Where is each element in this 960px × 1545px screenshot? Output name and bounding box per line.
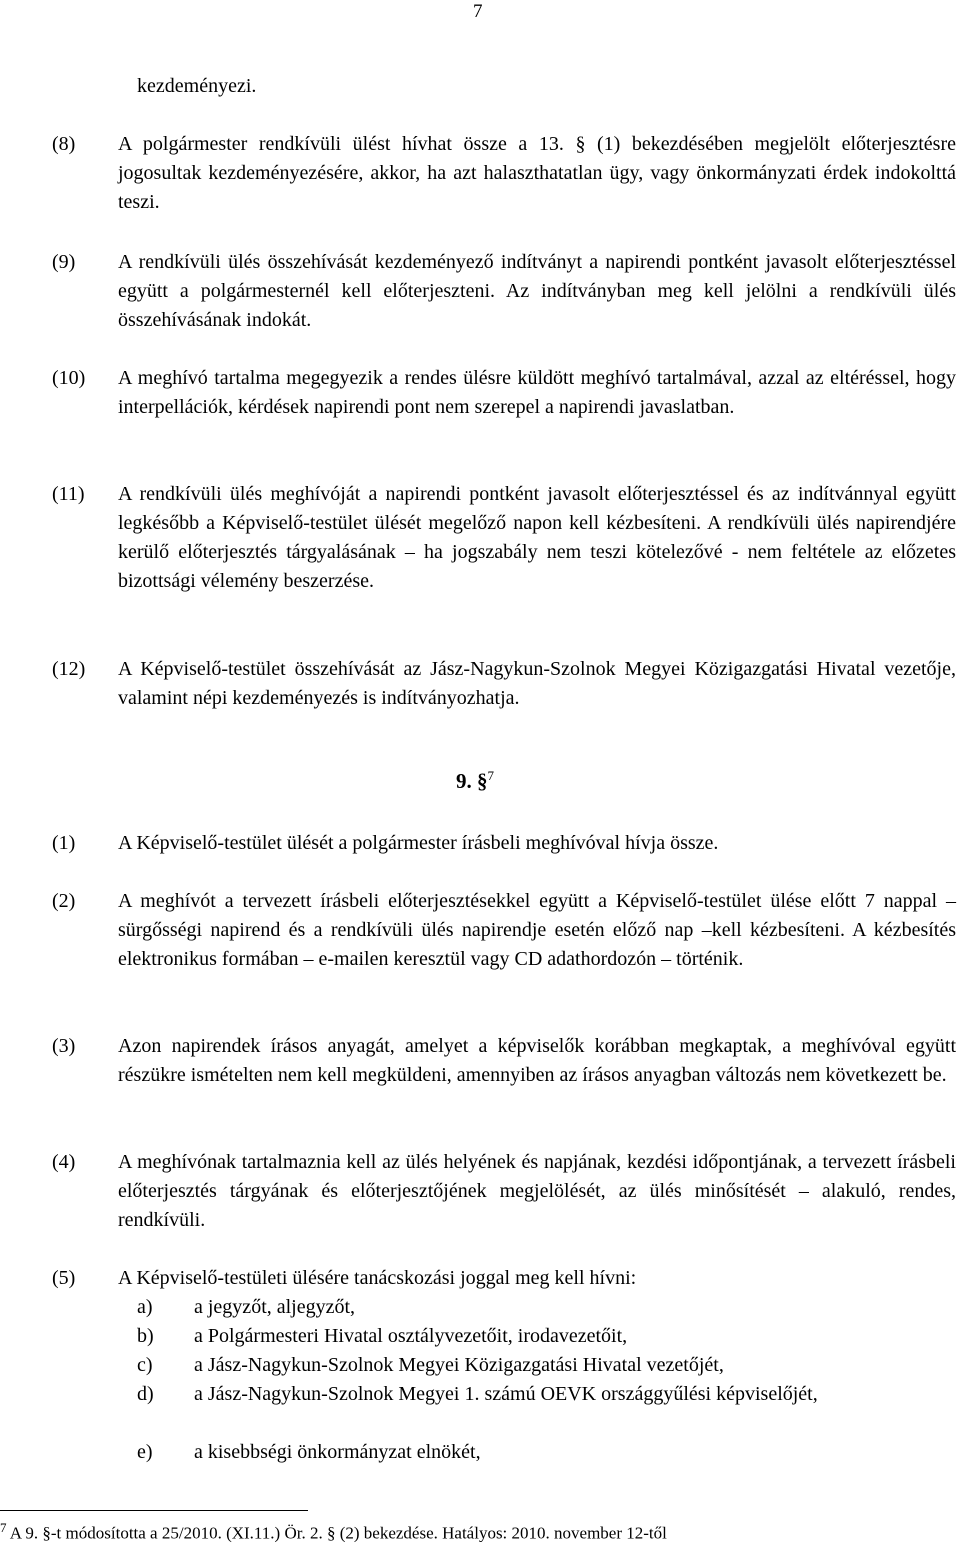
- continuation-text: kezdeményezi.: [137, 75, 257, 97]
- list-item-a: [137, 1293, 956, 1322]
- list-item-text: a Jász-Nagykun-Szolnok Megyei Közigazgatási Hivatal vezetőjét,: [194, 1354, 724, 1376]
- paragraph-text: A Képviselő-testület összehívását az Jász-Nagykun-Szolnok Megyei Közigazgatási Hivatal vezetője, valamint népi kezdeményezés is indítványozhatja.: [118, 658, 956, 709]
- list-item-e: [137, 1438, 956, 1467]
- paragraph-text: A polgármester rendkívüli ülést hívhat össze a 13. § (1) bekezdésében megjelölt előterjesztésre jogosultak kezdeményezésére, akkor, ha azt halaszthatatlan ügy, vagy önkormányzati érdek indokolttá teszi.: [118, 133, 956, 213]
- paragraph-text: A meghívónak tartalmaznia kell az ülés helyének és napjának, kezdési időpontjának, a tervezett írásbeli előterjesztés tárgyának és előterjesztőjének megjelölését, az ülés minősítését – alakuló, rendes, rendkívüli.: [118, 1151, 956, 1231]
- list-item-text: a Jász-Nagykun-Szolnok Megyei 1. számú OEVK országgyűlési képviselőjét,: [194, 1383, 818, 1405]
- paragraph-text: Azon napirendek írásos anyagát, amelyet a képviselők korábban megkaptak, a meghívóval együtt részükre ismételten nem kell megküldeni, amennyiben az írásos anyagban változás nem következett be.: [118, 1035, 956, 1086]
- paragraph-12: [52, 655, 956, 713]
- paragraph-number: (5): [52, 1267, 76, 1289]
- paragraph-number: (9): [52, 251, 76, 273]
- list-item-d: [137, 1380, 956, 1409]
- page-number: 7: [473, 1, 483, 22]
- paragraph-10: [52, 364, 956, 422]
- paragraph-1: [52, 829, 956, 858]
- paragraph-number: (4): [52, 1151, 76, 1173]
- list-item-text: a Polgármesteri Hivatal osztályvezetőit, irodavezetőit,: [194, 1325, 628, 1347]
- footnote-reference[interactable]: 7: [487, 768, 494, 783]
- list-item-letter: d): [137, 1383, 154, 1405]
- paragraph-8: [52, 130, 956, 217]
- list-item-b: [137, 1322, 956, 1351]
- paragraph-11: [52, 480, 956, 596]
- footnote-mark: 7: [0, 1520, 7, 1535]
- footnote-text: A 9. §-t módosította a 25/2010. (XI.11.) Ör. 2. § (2) bekezdése. Hatályos: 2010. november 12-től: [6, 1523, 667, 1543]
- paragraph-5: [52, 1264, 956, 1293]
- paragraph-number: (1): [52, 832, 76, 854]
- paragraph-text: A rendkívüli ülés meghívóját a napirendi pontként javasolt előterjesztéssel és az indítvánnyal együtt legkésőbb a Képviselő-testület ülését megelőző napon kell kézbesíteni. A rendkívüli ülés napirendjére kerülő előterjesztés tárgyalásának – ha jogszabály nem teszi kötelezővé - nem feltétele az előzetes bizottsági vélemény beszerzése.: [118, 483, 956, 592]
- paragraph-text: A rendkívüli ülés összehívását kezdeményező indítványt a napirendi pontként javasolt előterjesztéssel együtt a polgármesternél kell előterjeszteni. Az indítványban meg kell jelölni a rendkívüli ülés összehívásának indokát.: [118, 251, 956, 331]
- section-heading: [456, 768, 494, 794]
- list-item-letter: a): [137, 1296, 153, 1318]
- footnote: [0, 1518, 667, 1544]
- footnote-separator: [0, 1510, 308, 1511]
- list-item-text: a kisebbségi önkormányzat elnökét,: [194, 1441, 481, 1463]
- paragraph-number: (10): [52, 367, 86, 389]
- list-item-letter: c): [137, 1354, 153, 1376]
- paragraph-number: (11): [52, 483, 85, 505]
- paragraph-number: (8): [52, 133, 76, 155]
- paragraph-text: A Képviselő-testület ülését a polgármester írásbeli meghívóval hívja össze.: [118, 832, 719, 854]
- list-item-letter: b): [137, 1325, 154, 1347]
- list-item-c: [137, 1351, 956, 1380]
- section-heading-label: 9. §: [456, 769, 488, 793]
- list-item-letter: e): [137, 1441, 153, 1463]
- paragraph-2: [52, 887, 956, 974]
- list-item-text: a jegyzőt, aljegyzőt,: [194, 1296, 356, 1318]
- paragraph-text: A Képviselő-testületi ülésére tanácskozási joggal meg kell hívni:: [118, 1267, 637, 1289]
- paragraph-number: (12): [52, 658, 86, 680]
- paragraph-9: [52, 248, 956, 335]
- paragraph-number: (2): [52, 890, 76, 912]
- paragraph-text: A meghívó tartalma megegyezik a rendes ülésre küldött meghívó tartalmával, azzal az eltéréssel, hogy interpellációk, kérdések napirendi pont nem szerepel a napirendi javaslatban.: [118, 367, 956, 418]
- paragraph-3: [52, 1032, 956, 1090]
- paragraph-4: [52, 1148, 956, 1235]
- paragraph-number: (3): [52, 1035, 76, 1057]
- paragraph-text: A meghívót a tervezett írásbeli előterjesztésekkel együtt a Képviselő-testület ülése előtt 7 nappal – sürgősségi napirend és a rendkívüli ülés napirendje esetén előző nap –kell kézbesíteni. A kézbesítés elektronikus formában – e-mailen keresztül vagy CD adathordozón – történik.: [118, 890, 956, 970]
